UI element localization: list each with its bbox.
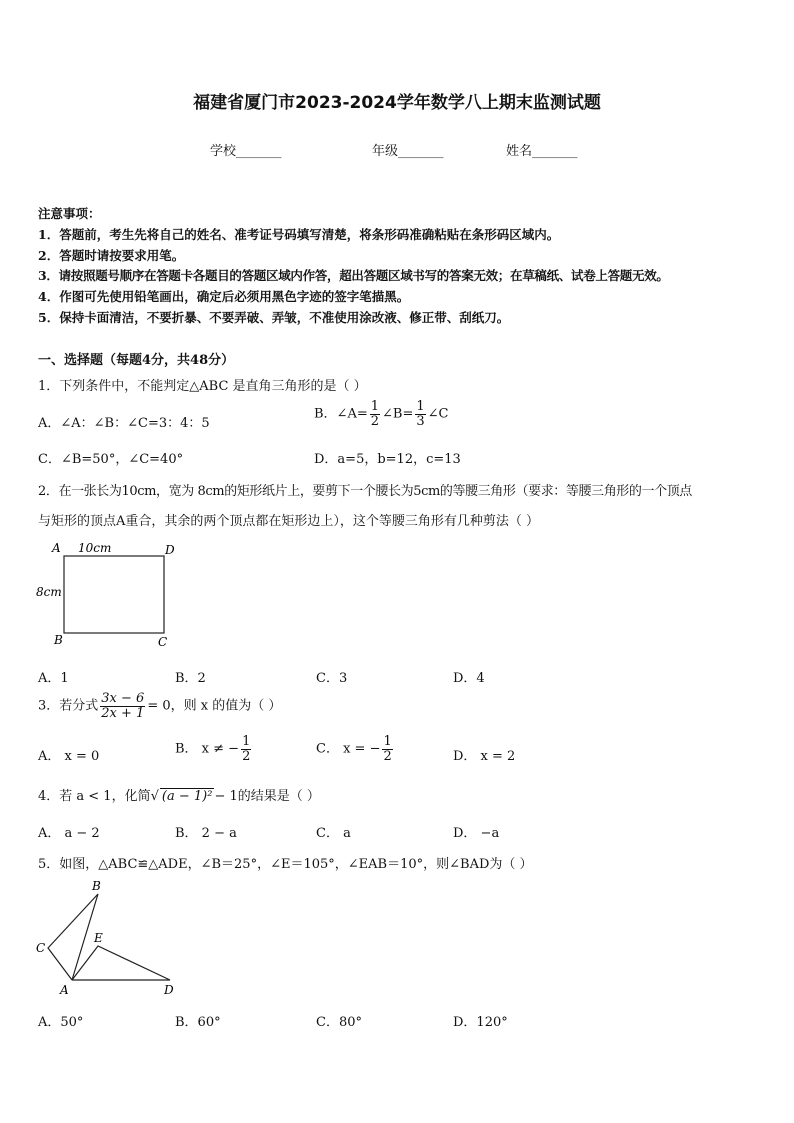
label-a: A [60, 983, 69, 997]
q3-option-a: A． x = 0 [38, 749, 100, 764]
q2-option-a: A．1 [38, 671, 69, 686]
label-c: C [36, 941, 46, 955]
label-e: E [94, 931, 103, 945]
label-top-length: 10cm [78, 541, 112, 555]
label-a: A [52, 541, 61, 555]
label-b: B [54, 633, 63, 647]
school-field: 学校_______ [210, 144, 282, 159]
page-title: 福建省厦门市2023-2024学年数学八上期末监测试题 [193, 93, 601, 113]
rectangle-figure [30, 536, 190, 652]
note-item: 1．答题前，考生先将自己的姓名、准考证号码填写清楚，将条形码准确粘贴在条形码区域内。 [38, 227, 560, 242]
q4-option-b: B． 2 − a [175, 826, 237, 841]
q1-option-d: D．a=5，b=12，c=13 [314, 452, 461, 467]
q5-option-d: D．120° [453, 1015, 508, 1030]
q4-option-d: D． −a [453, 826, 500, 841]
label-d: D [164, 983, 174, 997]
section-heading: 一、选择题（每题4分，共48分） [38, 353, 235, 368]
q4-option-a: A． a − 2 [38, 826, 100, 841]
q2-option-d: D．4 [453, 671, 485, 686]
q2-option-c: C．3 [316, 671, 348, 686]
notes-heading: 注意事项： [38, 206, 101, 221]
triangle-figure [30, 876, 190, 1001]
question-3-stem: 3．若分式 $\frac{3x - 6}{2x + 1}$ = 0，则 x 的值为（ ） [38, 691, 282, 721]
q4-option-c: C． a [316, 826, 351, 841]
name-field: 姓名_______ [506, 144, 578, 159]
label-b: B [92, 879, 101, 893]
question-4-stem: 4．若 a < 1，化简√ (a − 1)² − 1的结果是（ ） [38, 789, 320, 804]
label-d: D [165, 543, 175, 557]
label-left-length: 8cm [36, 585, 62, 599]
note-item: 4．作图可先使用铅笔画出，确定后必须用黑色字迹的签字笔描黑。 [38, 289, 410, 304]
question-2-line-2: 与矩形的顶点A重合，其余的两个顶点都在矩形边上），这个等腰三角形有几种剪法（ ） [38, 514, 540, 529]
note-item: 5．保持卡面清洁，不要折暴、不要弄破、弄皱，不准使用涂改液、修正带、刮纸刀。 [38, 310, 510, 325]
q1-option-a: A．∠A：∠B：∠C=3：4：5 [38, 416, 210, 431]
q3-option-b: B． x ≠ − $\frac{1}{2}$ [175, 734, 251, 764]
question-2-line-1: 2．在一张长为10cm，宽为 8cm的矩形纸片上，要剪下一个腰长为5cm的等腰三角形（要求：等腰三角形的一个顶点 [38, 484, 692, 499]
q2-option-b: B．2 [175, 671, 206, 686]
q5-option-c: C．80° [316, 1015, 362, 1030]
q3-option-c: C． x = − $\frac{1}{2}$ [316, 734, 392, 764]
note-item: 2．答题时请按要求用笔。 [38, 248, 185, 263]
q1-option-b: B．∠A= $\frac{1}{2}$ ∠B= $\frac{1}{3}$ ∠C [314, 399, 449, 429]
q3-option-d: D． x = 2 [453, 749, 516, 764]
q5-option-b: B．60° [175, 1015, 221, 1030]
q5-option-a: A．50° [38, 1015, 84, 1030]
q1-option-c: C．∠B=50°，∠C=40° [38, 452, 184, 467]
question-5-stem: 5．如图，△ABC≌△ADE，∠B＝25°，∠E＝105°，∠EAB＝10°，则∠BAD为（ ） [38, 857, 533, 872]
grade-field: 年级_______ [372, 144, 444, 159]
label-c: C [158, 635, 168, 649]
note-item: 3．请按照题号顺序在答题卡各题目的答题区域内作答，超出答题区域书写的答案无效；在草稿纸、试卷上答题无效。 [38, 268, 669, 283]
question-1-stem: 1．下列条件中，不能判定△ABC 是直角三角形的是（ ） [38, 379, 367, 394]
